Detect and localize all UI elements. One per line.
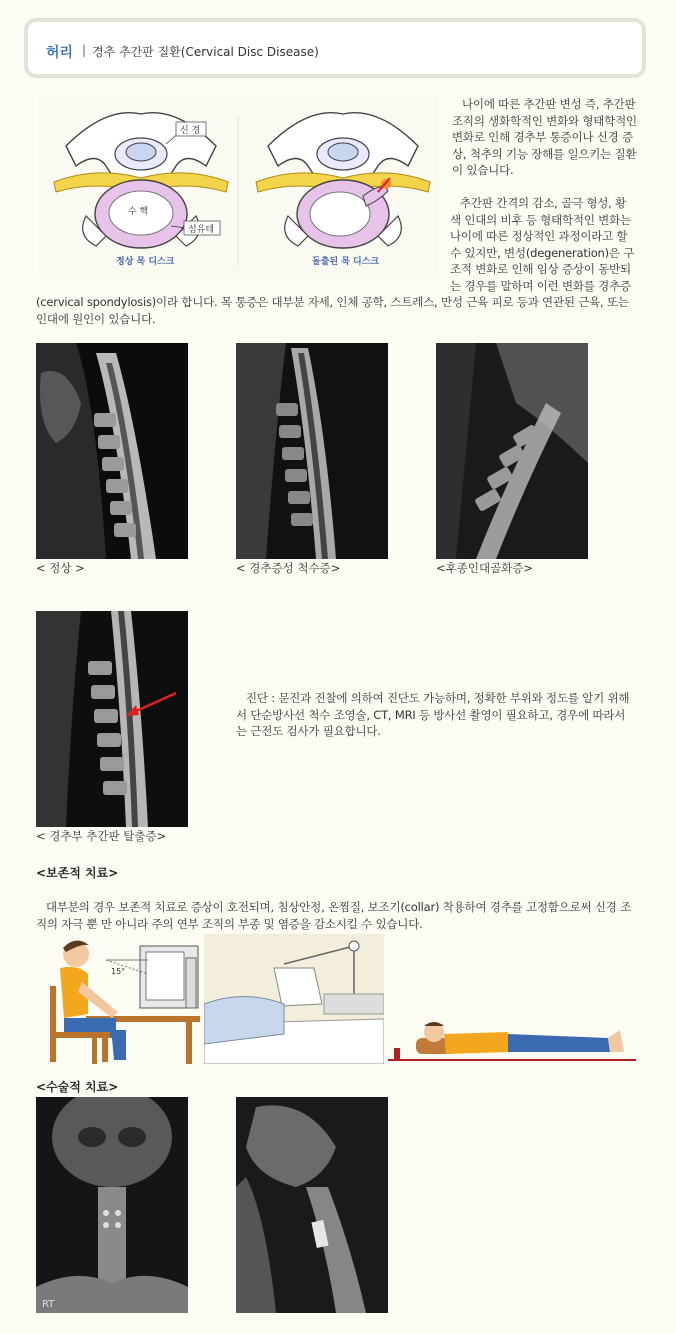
- mri-caption-herniated: < 경추부 추간판 탈출증>: [36, 829, 167, 843]
- mri-myelopathy-image: [236, 343, 388, 559]
- intro-text-1: 나이에 따른 추간판 변성 즉, 추간판 조직의 생화학적인 변화와 형태학적인 변화로 인해 경추부 통증이나 신경 증상, 척추의 기능 장해를 일으키는 질환이 있습니다.: [452, 97, 637, 177]
- lying-posture-illustration: [388, 1008, 636, 1064]
- intro-paragraph-2: [36, 195, 636, 327]
- surgical-heading: <수술적 치료>: [36, 1080, 119, 1094]
- float-spacer: [36, 195, 450, 291]
- xray-lateral-image: [236, 1097, 388, 1313]
- mri-caption-myelopathy: < 경추증성 척수증>: [236, 561, 341, 575]
- diagnosis-text: 진단 : 문진과 진찰에 의하여 진단도 가능하며, 정확한 부위와 정도를 알기 위해서 단순방사선 척수 조영술, CT, MRI 등 방사선 촬영이 필요하고, 경우에 따라서는 근전도 검사가 필요합니다.: [236, 691, 630, 738]
- category-label: 허리: [46, 45, 74, 61]
- posture-illustration: [36, 934, 202, 1064]
- intro-text-2: 추간판 간격의 감소, 골극 형성, 황색 인대의 비후 등 형태학적인 변화는 나이에 따른 정상적인 과정이라고 할 수 있지만, 변성(degeneration)은 구조적 변화로 인해 임상 증상이 동반되는 경우를 말하며 이런 변화를 경추증(cervical spondylosis)이라 합니다. 목 통증은 대부분 자세, 인체 공학, 스트레스, 만성 근육 피로 등과 연관된 근육, 또는 인대에 원인이 있습니다.: [36, 196, 635, 326]
- label-fiber: 섬유테: [188, 225, 215, 235]
- diagnosis-paragraph: [236, 690, 636, 740]
- xray-frontal-image: [36, 1097, 188, 1313]
- page-title: 경추 추간판 질환(Cervical Disc Disease): [92, 45, 319, 59]
- mri-herniated-disc-image: [36, 611, 188, 827]
- mri-opll-image: [436, 343, 588, 559]
- label-nerve: 신 경: [180, 126, 201, 136]
- mri-caption-normal: < 정상 >: [36, 561, 85, 575]
- conservative-text: 대부분의 경우 보존적 치료로 증상이 호전되며, 침상안정, 온찜질, 보조기(collar) 착용하여 경추를 고정함으로써 신경 조직의 자극 뿐 만 아니라 주의 연부 조직의 부종 및 염증을 감소시킬 수 있습니다.: [36, 900, 632, 931]
- conservative-heading: <보존적 치료>: [36, 866, 119, 880]
- caption-herniated-disc: 돌출된 목 디스크: [312, 257, 380, 267]
- title-box: [24, 18, 646, 78]
- mri-caption-opll: <후종인대골화증>: [436, 561, 534, 575]
- angle-label: 15°: [111, 967, 126, 976]
- traction-illustration: [204, 934, 384, 1064]
- mri-normal-image: [36, 343, 188, 559]
- label-nucleus: 수 핵: [128, 207, 149, 217]
- intro-paragraph-1: [452, 96, 642, 179]
- conservative-paragraph: [36, 899, 640, 932]
- caption-normal-disc: 정상 목 디스크: [116, 257, 175, 267]
- xray-marker: RT: [42, 1299, 55, 1310]
- title-separator: |: [82, 43, 87, 57]
